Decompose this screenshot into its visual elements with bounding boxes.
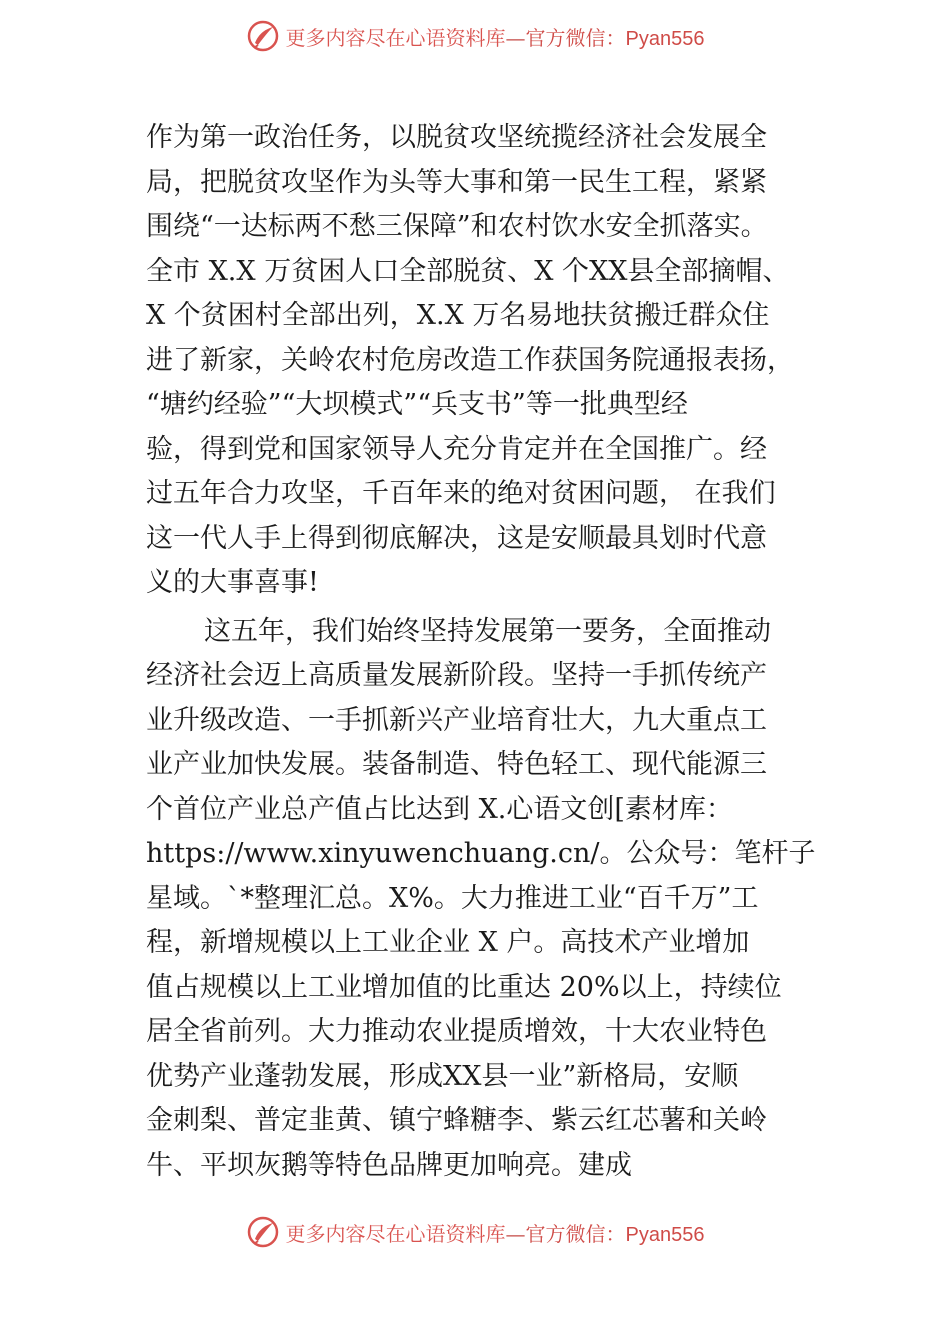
- text-line: 义的大事喜事!: [146, 567, 319, 598]
- brand-logo-icon: [246, 19, 280, 53]
- watermark-separator: —: [505, 25, 526, 50]
- text-line: 个首位产业总产值占比达到 X.心语文创[素材库：: [146, 793, 733, 825]
- watermark-wechat: 官方微信：Pyan556: [525, 1223, 705, 1246]
- text-line-first: 这五年，我们始终坚持发展第一要务，全面推动: [204, 615, 771, 647]
- document-body: [146, 116, 826, 1188]
- watermark-wechat: 官方微信：Pyan556: [525, 27, 705, 50]
- text-line: 经济社会迈上高质量发展新阶段。坚持一手抓传统产: [146, 660, 767, 691]
- text-line: 作为第一政治任务，以脱贫攻坚统揽经济社会发展全: [146, 122, 767, 153]
- watermark-brand: 更多内容尽在心语资料库: [285, 1221, 506, 1246]
- text-line: 金刺梨、普定韭黄、镇宁蜂糖李、紫云红芯薯和关岭: [146, 1105, 767, 1136]
- footer-watermark: [0, 1212, 950, 1252]
- text-line: https://www.xinyuwenchuang.cn/。公众号：笔杆子: [146, 838, 816, 869]
- text-line: 业产业加快发展。装备制造、特色轻工、现代能源三: [146, 749, 767, 780]
- text-line: “塘约经验”“大坝模式”“兵支书”等一批典型经: [146, 389, 688, 420]
- text-line: X 个贫困村全部出列，X.X 万名易地扶贫搬迁群众住: [146, 300, 770, 331]
- text-line: 值占规模以上工业增加值的比重达 20%以上，持续位: [146, 971, 782, 1003]
- text-line: 牛、平坝灰鹅等特色品牌更加响亮。建成: [146, 1149, 632, 1181]
- text-line: 验，得到党和国家领导人充分肯定并在全国推广。经: [146, 433, 767, 465]
- paragraph-2: [146, 610, 826, 1189]
- text-line: 局，把脱贫攻坚作为头等大事和第一民生工程，紧紧: [146, 166, 767, 198]
- text-line: 业升级改造、一手抓新兴产业培育壮大，九大重点工: [146, 704, 767, 736]
- text-line: 程，新增规模以上工业企业 X 户。高技术产业增加: [146, 927, 750, 958]
- brand-logo-icon: [246, 1215, 280, 1249]
- text-line: 过五年合力攻坚，千百年来的绝对贫困问题， 在我们: [146, 478, 776, 509]
- watermark-separator: —: [505, 1221, 526, 1246]
- text-line: 全市 X.X 万贫困人口全部脱贫、X 个XX县全部摘帽、: [146, 255, 790, 287]
- text-line: 居全省前列。大力推动农业提质增效，十大农业特色: [146, 1016, 767, 1047]
- header-watermark: [0, 16, 950, 56]
- watermark-text: [286, 1218, 705, 1247]
- watermark-text: [286, 22, 705, 51]
- text-line: 这一代人手上得到彻底解决，这是安顺最具划时代意: [146, 522, 767, 554]
- text-line: 进了新家，关岭农村危房改造工作获国务院通报表扬，: [146, 344, 794, 376]
- text-line: 围绕“一达标两不愁三保障”和农村饮水安全抓落实。: [146, 211, 768, 242]
- text-line: 优势产业蓬勃发展，形成XX县一业”新格局，安顺: [146, 1060, 739, 1092]
- text-line: 星域。`*整理汇总。X%。大力推进工业“百千万”工: [146, 882, 759, 914]
- watermark-brand: 更多内容尽在心语资料库: [285, 25, 506, 50]
- paragraph-1: [146, 116, 826, 606]
